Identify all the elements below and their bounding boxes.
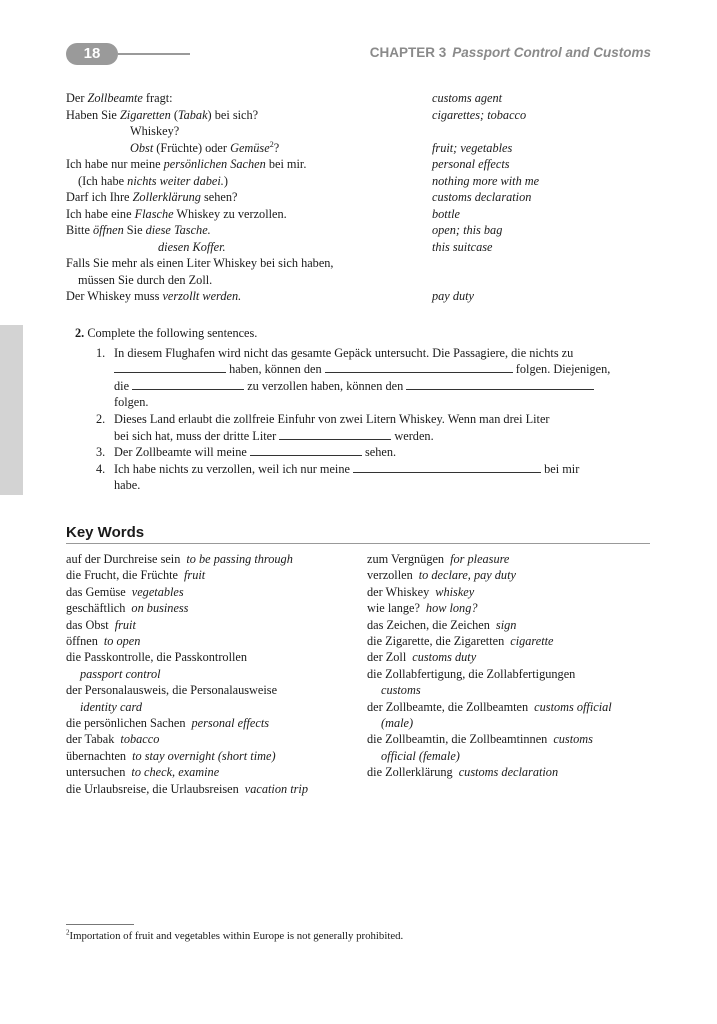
chapter-title: Passport Control and Customs: [452, 45, 651, 60]
answer-blank[interactable]: [406, 379, 594, 390]
key-word-english: for pleasure: [450, 552, 510, 566]
dialog-line: Der Zollbeamte fragt: customs agent: [66, 91, 503, 105]
key-word-german: öffnen: [66, 634, 98, 649]
dialog-line: Der Whiskey muss verzollt werden. pay duty: [66, 289, 475, 303]
key-word-german: die Passkontrolle, die Passkontrollen: [66, 650, 248, 665]
exercise-item: 3. Der Zollbeamte will meine sehen.: [96, 445, 397, 460]
key-word-german: verzollen: [367, 568, 413, 583]
key-word-german: die persönlichen Sachen: [66, 716, 186, 731]
key-word-entry: [367, 666, 657, 682]
key-word-entry: [66, 764, 358, 780]
header-rule: [118, 53, 190, 55]
vocab-term: Obst: [130, 140, 154, 155]
vocab-term: diesen Koffer.: [158, 239, 226, 254]
gloss: fruit; vegetables: [432, 140, 513, 155]
key-word-english: to be passing through: [186, 552, 293, 566]
key-word-english: identity card: [80, 699, 143, 714]
key-word-german: der Personalausweis, die Personalausweise: [66, 683, 278, 698]
vocab-term: Zigaretten: [119, 107, 171, 122]
answer-blank[interactable]: [325, 362, 513, 373]
gloss: cigarettes; tobacco: [432, 107, 527, 122]
key-word-german: geschäftlich: [66, 601, 126, 616]
dialog-line: Darf ich Ihre Zollerklärung sehen? customs declaration: [66, 190, 532, 204]
key-word-german: die Frucht, die Früchte: [66, 568, 179, 583]
key-word-entry: [66, 748, 358, 764]
key-word-german: die Zollerklärung: [367, 765, 453, 780]
key-word-english: passport control: [80, 666, 161, 681]
key-word-entry: [367, 731, 657, 747]
footnote-ref: 2: [269, 139, 274, 149]
dialog-line: Haben Sie Zigaretten (Tabak) bei sich? cigarettes; tobacco: [66, 107, 527, 122]
item-number: 1.: [96, 345, 106, 360]
key-word-german: die Urlaubsreise, die Urlaubsreisen: [66, 781, 239, 796]
key-word-entry: [367, 682, 657, 698]
key-word-english: customs duty: [412, 650, 477, 665]
dialog-line: Ich habe nur meine persönlichen Sachen bei mir. personal effects: [66, 157, 510, 171]
key-word-german: das Zeichen, die Zeichen: [367, 617, 490, 632]
key-word-entry: [66, 600, 358, 616]
key-word-german: zum Vergnügen: [367, 552, 445, 566]
key-word-german: die Zollabfertigung, die Zollabfertigungen: [367, 666, 576, 681]
key-word-german: wie lange?: [367, 601, 420, 616]
exercise-item: 2. Dieses Land erlaubt die zollfreie Einfuhr von zwei Litern Whiskey. Wenn man drei Liter bei sich hat, muss der dritte Liter werden.: [96, 411, 550, 443]
key-word-entry: [66, 551, 358, 567]
key-words-heading: Key Words: [66, 524, 145, 541]
key-word-entry: [367, 584, 657, 600]
key-word-entry: [66, 567, 358, 583]
dialog-line: Bitte öffnen Sie diese Tasche. open; this bag: [66, 223, 503, 237]
gloss: this suitcase: [432, 239, 493, 254]
vocab-term: nichts weiter dabei.: [127, 173, 224, 188]
vocab-term: Flasche: [134, 206, 174, 221]
key-word-entry: [367, 551, 657, 567]
key-word-german: das Gemüse: [66, 584, 126, 599]
key-word-entry: [367, 748, 657, 764]
key-word-german: die Zollbeamtin, die Zollbeamtinnen: [367, 732, 548, 747]
key-word-english: sign: [495, 617, 517, 632]
exercise-items: [66, 345, 646, 494]
key-word-entry: [66, 715, 358, 731]
vocab-term: Zollerklärung: [132, 190, 201, 204]
vocab-term: Zollbeamte: [87, 91, 143, 105]
key-words-left-column: [66, 551, 358, 797]
item-number: 4.: [96, 461, 106, 476]
chapter-label: CHAPTER 3: [369, 45, 447, 60]
key-word-english: fruit: [184, 568, 206, 583]
page-number: 18: [66, 43, 118, 65]
key-word-entry: [66, 781, 358, 797]
key-word-entry: [367, 600, 657, 616]
key-word-english: official (female): [381, 748, 460, 763]
key-word-entry: [66, 584, 358, 600]
key-word-entry: [367, 633, 657, 649]
answer-blank[interactable]: [353, 462, 541, 473]
vocab-term: Gemüse: [230, 140, 270, 155]
key-word-german: auf der Durchreise sein: [66, 552, 181, 566]
vocab-term: Tabak: [177, 107, 208, 122]
key-word-english: how long?: [425, 601, 478, 616]
key-word-english: (male): [381, 716, 414, 731]
dialog-line: Falls Sie mehr als einen Liter Whiskey bei sich haben,: [66, 256, 334, 270]
key-word-english: whiskey: [435, 584, 475, 599]
gloss: pay duty: [432, 289, 475, 303]
gloss: customs declaration: [432, 190, 532, 204]
dialog-line: [66, 239, 656, 256]
footnote-marker: 2: [66, 928, 70, 937]
key-word-english: personal effects: [191, 716, 270, 731]
key-word-german: untersuchen: [66, 765, 126, 780]
exercise-2: [66, 325, 646, 494]
key-word-entry: [66, 633, 358, 649]
key-word-english: customs: [553, 732, 593, 747]
answer-blank[interactable]: [279, 429, 391, 440]
key-word-entry: [367, 567, 657, 583]
vocab-term: diese Tasche.: [145, 223, 211, 237]
dialog-line: müssen Sie durch den Zoll.: [78, 272, 213, 287]
key-word-german: der Tabak: [66, 732, 115, 747]
key-word-german: der Whiskey: [367, 584, 430, 599]
key-word-english: customs declaration: [458, 765, 559, 780]
key-word-entry: [66, 682, 358, 698]
dialog-line: Obst (Früchte) oder Gemüse$^2$? fruit; vegetables: [130, 139, 513, 155]
key-word-entry: [367, 699, 657, 715]
item-number: 2.: [96, 411, 106, 426]
key-word-german: übernachten: [66, 748, 127, 763]
footnote-text: Importation of fruit and vegetables within Europe is not generally prohibited.: [69, 930, 404, 942]
key-word-english: to check, examine: [131, 765, 220, 780]
key-word-entry: [66, 649, 358, 665]
exercise-item: 1. In diesem Flughafen wird nicht das gesamte Gepäck untersucht. Die Passagiere, die nichts zu haben, können den folgen. Diejenigen, die zu verzollen haben, können den folgen.: [96, 345, 611, 410]
answer-blank[interactable]: [250, 445, 362, 456]
key-word-english: customs official: [534, 699, 612, 714]
key-word-german: der Zoll: [367, 650, 407, 665]
dialog-line: (Ich habe nichts weiter dabei.) nothing more with me: [78, 173, 540, 188]
footnote-rule: [66, 924, 134, 925]
key-word-english: to declare, pay duty: [418, 568, 516, 583]
exercise-number: 2.: [75, 326, 85, 340]
key-word-english: vegetables: [131, 584, 184, 599]
key-word-german: das Obst: [66, 617, 109, 632]
key-word-entry: [367, 617, 657, 633]
key-word-entry: [66, 731, 358, 747]
dialog-line: Ich habe eine Flasche Whiskey zu verzollen. bottle: [66, 206, 461, 221]
key-word-entry: [367, 649, 657, 665]
exercise-instruction: Complete the following sentences.: [87, 326, 258, 340]
key-word-english: cigarette: [510, 634, 554, 649]
key-word-entry: [66, 699, 358, 715]
key-word-german: die Zigarette, die Zigaretten: [367, 634, 505, 649]
vocab-term: persönlichen Sachen: [163, 157, 266, 171]
key-word-english: tobacco: [120, 732, 160, 747]
key-word-entry: [66, 666, 358, 682]
exercise-item: 4. Ich habe nichts zu verzollen, weil ich nur meine bei mir habe.: [96, 461, 580, 493]
key-word-entry: [367, 715, 657, 731]
key-word-english: vacation trip: [244, 781, 308, 796]
key-words-rule: [66, 543, 650, 544]
answer-blank[interactable]: [114, 362, 226, 373]
key-word-entry: [367, 764, 657, 780]
key-word-entry: [66, 617, 358, 633]
gloss: customs agent: [432, 91, 503, 105]
key-word-german: der Zollbeamte, die Zollbeamten: [367, 699, 529, 714]
vocab-term: öffnen: [92, 223, 124, 237]
footnote: [66, 930, 403, 942]
exercise-heading: [66, 325, 646, 342]
page-edge-tab: [0, 325, 23, 495]
key-word-english: customs: [381, 683, 421, 698]
gloss: nothing more with me: [432, 173, 540, 188]
gloss: personal effects: [432, 157, 510, 171]
vocab-term: verzollt werden.: [162, 289, 242, 303]
key-word-english: to open: [103, 634, 141, 649]
dialog-line: Whiskey?: [130, 124, 180, 138]
dialog-block: [66, 90, 656, 305]
running-header: [370, 45, 651, 60]
key-word-english: on business: [131, 601, 189, 616]
item-number: 3.: [96, 445, 106, 460]
key-word-english: to stay overnight (short time): [132, 748, 276, 763]
key-word-english: fruit: [114, 617, 136, 632]
gloss: bottle: [432, 206, 461, 221]
gloss: open; this bag: [432, 223, 503, 237]
key-words-right-column: [367, 551, 657, 781]
answer-blank[interactable]: [132, 379, 244, 390]
